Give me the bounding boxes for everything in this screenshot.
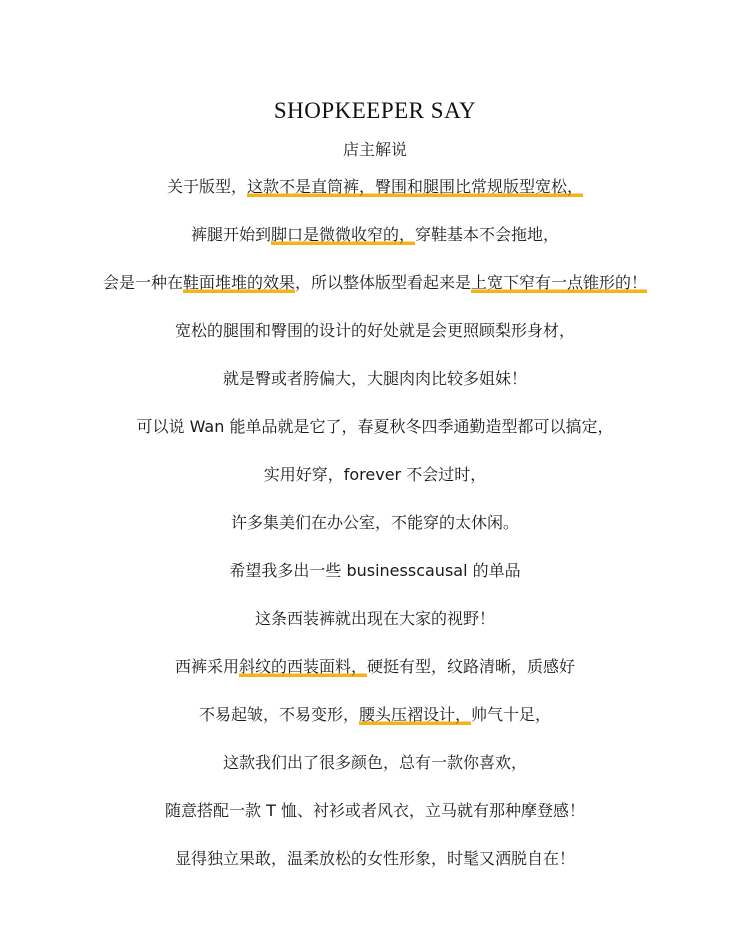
highlighted-phrase: 斜纹的西装面料， — [238, 657, 367, 676]
description-line — [0, 608, 750, 630]
description-line — [0, 848, 750, 870]
description-line — [0, 224, 750, 246]
highlighted-phrase: 脚口是微微收窄的， — [270, 225, 415, 244]
text-segment: 随意搭配一款 T 恤、衬衫或者风衣，立马就有那种摩登感！ — [165, 801, 585, 820]
description-line — [0, 320, 750, 342]
description-line — [0, 560, 750, 582]
description-line — [0, 416, 750, 438]
section-subtitle: 店主解说 — [342, 140, 407, 159]
text-segment: 可以说 Wan 能单品就是它了，春夏秋冬四季通勤造型都可以搞定， — [136, 417, 614, 436]
description-line — [0, 656, 750, 678]
text-segment: 许多集美们在办公室，不能穿的太休闲。 — [230, 513, 519, 532]
text-segment: ，所以整体版型看起来是 — [295, 273, 472, 292]
text-segment: 帅气十足， — [471, 705, 552, 724]
highlighted-phrase: 这款不是直筒裤，臀围和腿围比常规版型宽松， — [247, 177, 584, 196]
description-line — [0, 800, 750, 822]
text-segment: 这款我们出了很多颜色，总有一款你喜欢， — [222, 753, 527, 772]
text-segment: 希望我多出一些 businesscausal 的单品 — [229, 561, 521, 580]
description-line — [0, 752, 750, 774]
text-segment: 显得独立果敢，温柔放松的女性形象，时髦又洒脱自在！ — [174, 849, 575, 868]
highlighted-phrase: 腰头压褶设计， — [358, 705, 471, 724]
description-line — [0, 704, 750, 726]
text-segment: 实用好穿，forever 不会过时， — [263, 465, 487, 484]
text-segment: 裤腿开始到 — [190, 225, 271, 244]
section-title: SHOPKEEPER SAY — [273, 98, 477, 123]
text-segment: 这条西装裤就出现在大家的视野！ — [254, 609, 495, 628]
highlighted-phrase: 上宽下窄有一点锥形的！ — [471, 273, 648, 292]
text-segment: 就是臀或者胯偏大，大腿肉肉比较多姐妹！ — [222, 369, 527, 388]
text-segment: 穿鞋基本不会拖地， — [415, 225, 560, 244]
text-segment: 硬挺有型，纹路清晰，质感好 — [367, 657, 576, 676]
description-line — [0, 512, 750, 534]
description-line — [0, 368, 750, 390]
description-line — [0, 176, 750, 198]
description-line — [0, 272, 750, 294]
text-segment: 关于版型， — [166, 177, 247, 196]
highlighted-phrase: 鞋面堆堆的效果 — [182, 273, 295, 292]
text-segment: 西裤采用 — [174, 657, 239, 676]
description-line — [0, 464, 750, 486]
text-segment: 宽松的腿围和臀围的设计的好处就是会更照顾梨形身材， — [174, 321, 575, 340]
text-segment: 会是一种在 — [102, 273, 183, 292]
text-segment: 不易起皱，不易变形， — [198, 705, 359, 724]
